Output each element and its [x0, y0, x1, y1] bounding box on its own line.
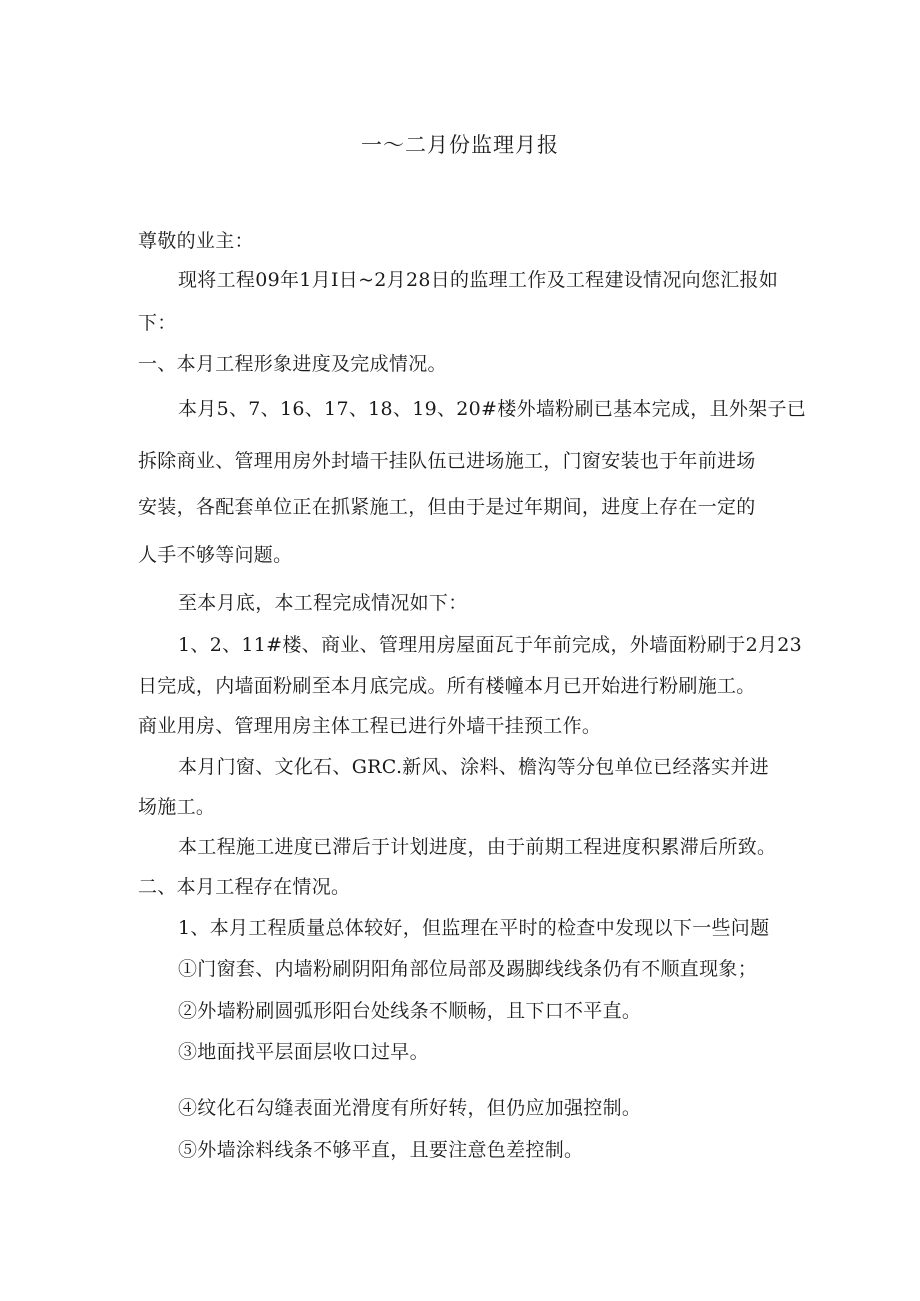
paragraph-line: 场施工。 [138, 796, 216, 818]
list-item: ⑤外墙涂料线条不够平直，且要注意色差控制。 [178, 1139, 584, 1161]
document-title: 一〜二月份监理月报 [361, 133, 559, 157]
list-item: ②外墙粉刷圆弧形阳台处线条不顺畅，且下口不平直。 [178, 1000, 642, 1022]
paragraph-line: 拆除商业、管理用房外封墙干挂队伍已进场施工，门窗安装也于年前进场 [138, 450, 756, 472]
paragraph-line: 商业用房、管理用房主体工程已进行外墙干挂预工作。 [138, 715, 602, 737]
paragraph-line: 至本月底，本工程完成情况如下： [178, 592, 468, 614]
paragraph-line: 人手不够等问题。 [138, 544, 293, 566]
paragraph-line: 1、本月工程质量总体较好，但监理在平时的检查中发现以下一些问题 [178, 917, 770, 939]
paragraph-line: 1、2、11#楼、商业、管理用房屋面瓦于年前完成，外墙面粉刷于2月23 [178, 634, 803, 656]
salutation: 尊敬的业主： [138, 230, 254, 252]
list-item: ④纹化石勾缝表面光滑度有所好转，但仍应加强控制。 [178, 1097, 642, 1119]
paragraph-line: 本工程施工进度已滞后于计划进度，由于前期工程进度积累滞后所致。 [178, 836, 777, 858]
paragraph-line: 安装，各配套单位正在抓紧施工，但由于是过年期间，进度上存在一定的 [138, 496, 756, 518]
section-heading: 一、本月工程形象进度及完成情况。 [138, 353, 447, 375]
section-heading: 二、本月工程存在情况。 [138, 876, 351, 898]
paragraph-line: 本月门窗、文化石、GRC.新风、涂料、檐沟等分包单位已经落实并进 [178, 756, 769, 778]
list-item: ③地面找平层面层收口过早。 [178, 1041, 429, 1063]
paragraph-line: 日完成，内墙面粉刷至本月底完成。所有楼幢本月已开始进行粉刷施工。 [138, 675, 756, 697]
paragraph-line: 现将工程09年1月I日~2月28日的监理工作及工程建设情况向您汇报如 [178, 269, 779, 291]
list-item: ①门窗套、内墙粉刷阴阳角部位局部及踢脚线线条仍有不顺直现象； [178, 958, 758, 980]
paragraph-line: 下： [138, 312, 177, 334]
paragraph-line: 本月5、7、16、17、18、19、20#楼外墙粉刷已基本完成，且外架子已 [178, 398, 807, 420]
